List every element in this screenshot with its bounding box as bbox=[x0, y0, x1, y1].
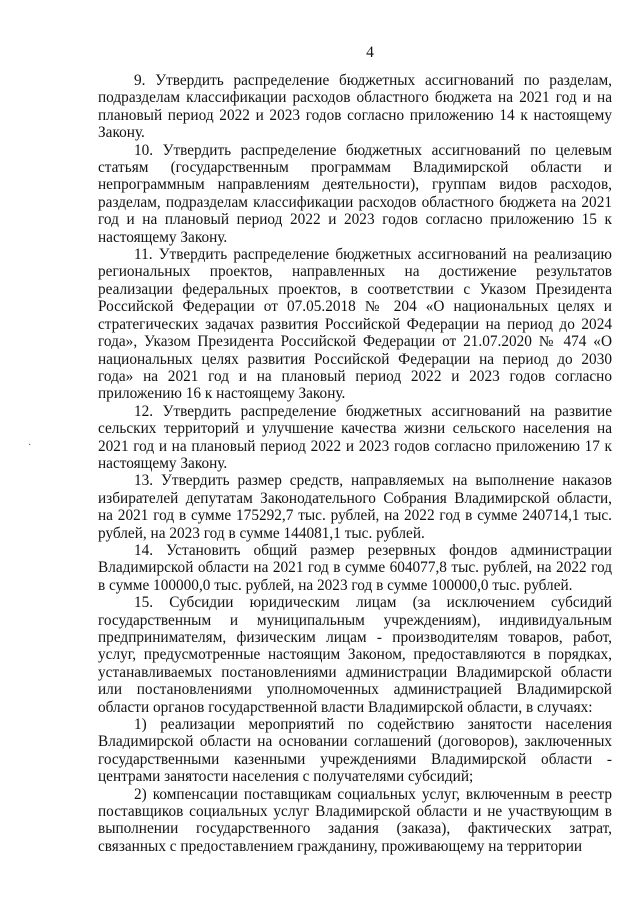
paragraph-13: 13. Утвердить размер средств, направляемых на выполнение наказов избирателей депутатам Законодательного Собрания Владимирской области, на 2021 год в сумме 175292,7 тыс. рублей, на 2022 год в сумме 240714,1 тыс. рублей, на 2023 год в сумме 144081,1 тыс. рублей. bbox=[98, 472, 612, 542]
paragraph-9: 9. Утвердить распределение бюджетных ассигнований по разделам, подразделам классификации расходов областного бюджета на 2021 год и на плановый период 2022 и 2023 годов согласно приложению 14 к настоящему Закону. bbox=[98, 72, 612, 142]
margin-mark: · bbox=[28, 440, 32, 451]
paragraph-14: 14. Установить общий размер резервных фондов администрации Владимирской области на 2021 год в сумме 604077,8 тыс. рублей, на 2022 год в сумме 100000,0 тыс. рублей, на 2023 год в сумме 100000,0 тыс. рублей. bbox=[98, 541, 612, 594]
page-number: 4 bbox=[366, 44, 374, 61]
paragraph-15: 15. Субсидии юридическим лицам (за исключением субсидий государственным и муниципальным учреждениям), индивидуальным предпринимателям, физическим лицам - производителям товаров, работ, услуг, предусмотренные настоящим Законом, предоставляются в порядках, устанавливаемых постановлениями администрации Владимирской области или постановлениями уполномоченных администрацией Владимирской области органов государственной власти Владимирской области, в случаях: bbox=[98, 594, 612, 716]
paragraph-10: 10. Утвердить распределение бюджетных ассигнований по целевым статьям (государственным программам Владимирской области и непрограммным направлениям деятельности), группам видов расходов, разделам, подразделам классификации расходов областного бюджета на 2021 год и на плановый период 2022 и 2023 годов согласно приложению 15 к настоящему Закону. bbox=[98, 141, 612, 246]
paragraph-15-item-1: 1) реализации мероприятий по содействию занятости населения Владимирской области на основании соглашений (договоров), заключенных государственными казенными учреждениями Владимирской области - центрами занятости населения с получателями субсидий; bbox=[98, 716, 612, 786]
paragraph-11: 11. Утвердить распределение бюджетных ассигнований на реализацию региональных проектов, направленных на достижение результатов реализации федеральных проектов, в соответствии с Указом Президента Российской Федерации от 07.05.2018 № 204 «О национальных целях и стратегических задачах развития Российской Федерации на период до 2024 года», Указом Президента Российской Федерации от 21.07.2020 № 474 «О национальных целях развития Российской Федерации на период до 2030 года» на 2021 год и на плановый период 2022 и 2023 годов согласно приложению 16 к настоящему Закону. bbox=[98, 246, 612, 403]
paragraph-12: 12. Утвердить распределение бюджетных ассигнований на развитие сельских территорий и улучшение качества жизни сельского населения на 2021 год и на плановый период 2022 и 2023 годов согласно приложению 17 к настоящему Закону. bbox=[98, 402, 612, 472]
paragraph-15-item-2: 2) компенсации поставщикам социальных услуг, включенным в реестр поставщиков социальных услуг Владимирской области и не участвующим в выполнении государственного задания (заказа), фактических затрат, связанных с предоставлением гражданину, проживающему на территории bbox=[98, 785, 612, 855]
